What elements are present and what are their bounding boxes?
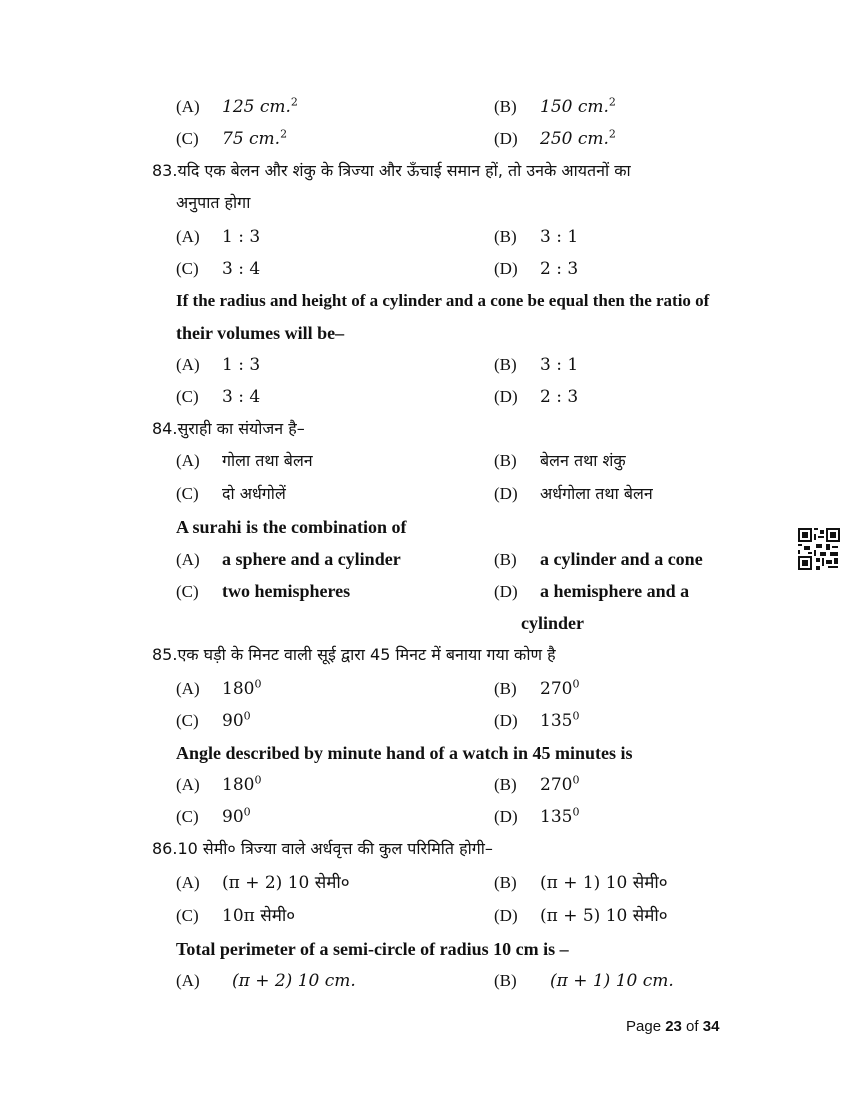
q85-hi-option-c: (C) $90^0$ xyxy=(176,709,251,731)
q82-option-b: (B) 150 cm.$^2$ xyxy=(494,95,616,117)
q83-hi-option-b: (B) 3 : 1 xyxy=(494,227,579,247)
q85-hi-option-a: (A) $180^0$ xyxy=(176,677,262,699)
q85-en-option-a: (A) $180^0$ xyxy=(176,773,262,795)
q83-en-option-b: (B) 3 : 1 xyxy=(494,355,579,375)
q86-en-option-a: (A) (π + 2) 10 cm. xyxy=(176,971,356,991)
q86-hi-option-d: (D) (π + 5) 10 सेमी० xyxy=(494,906,668,926)
q83-english-line-1: If the radius and height of a cylinder and a cone be equal then the ratio of xyxy=(176,291,710,310)
q84-hindi: 84.सुराही का संयोजन है– xyxy=(152,419,305,438)
q84-hi-option-c: (C) दो अर्धगोलें xyxy=(176,484,286,503)
page-prefix: Page xyxy=(626,1018,666,1035)
q85-en-option-d: (D) $135^0$ xyxy=(494,805,580,827)
q85-hindi: 85.एक घड़ी के मिनट वाली सूई द्वारा 45 मिनट में बनाया गया कोण है xyxy=(152,645,556,664)
page-number: 23 xyxy=(665,1018,682,1035)
page-total: 34 xyxy=(702,1018,720,1035)
q86-hi-option-b: (B) (π + 1) 10 सेमी० xyxy=(494,873,668,893)
q86-hi-option-c: (C) 10π सेमी० xyxy=(176,906,296,926)
q86-hi-option-a: (A) (π + 2) 10 सेमी० xyxy=(176,873,350,893)
q83-english-line-2: their volumes will be– xyxy=(176,323,345,343)
q83-hi-option-a: (A) 1 : 3 xyxy=(176,227,261,247)
q83-hindi-line-2: अनुपात होगा xyxy=(176,193,251,212)
q84-en-option-d: (D) a hemisphere and a xyxy=(494,581,690,601)
q85-hi-option-d: (D) $135^0$ xyxy=(494,709,580,731)
q82-option-d: (D) 250 cm.$^2$ xyxy=(494,127,616,149)
q84-hi-option-a: (A) गोला तथा बेलन xyxy=(176,451,313,470)
page-of: of xyxy=(681,1018,703,1035)
q84-hi-option-b: (B) बेलन तथा शंकु xyxy=(494,451,626,470)
q86-en-option-b: (B) (π + 1) 10 cm. xyxy=(494,971,674,991)
q84-english: A surahi is the combination of xyxy=(176,517,407,537)
q86-english: Total perimeter of a semi-circle of radius 10 cm is – xyxy=(176,939,569,959)
q85-english: Angle described by minute hand of a watch in 45 minutes is xyxy=(176,743,633,763)
page-footer xyxy=(626,1018,719,1035)
q83-hi-option-c: (C) 3 : 4 xyxy=(176,259,261,279)
q83-hindi-line-1: 83.यदि एक बेलन और शंकु के त्रिज्या और ऊँचाई समान हों, तो उनके आयतनों का xyxy=(152,161,631,180)
q83-en-option-a: (A) 1 : 3 xyxy=(176,355,261,375)
q84-en-option-c: (C) two hemispheres xyxy=(176,581,351,601)
q83-en-option-c: (C) 3 : 4 xyxy=(176,387,261,407)
q84-en-option-d-cont: cylinder xyxy=(521,613,584,633)
q83-en-option-d: (D) 2 : 3 xyxy=(494,387,579,407)
q82-option-c: (C) 75 cm.$^2$ xyxy=(176,127,288,149)
q86-hindi: 86.10 सेमी० त्रिज्या वाले अर्धवृत्त की कुल परिमिति होगी– xyxy=(152,839,493,858)
q84-hi-option-d: (D) अर्धगोला तथा बेलन xyxy=(494,484,653,503)
q84-en-option-b: (B) a cylinder and a cone xyxy=(494,549,703,569)
q83-hi-option-d: (D) 2 : 3 xyxy=(494,259,579,279)
q85-hi-option-b: (B) $270^0$ xyxy=(494,677,580,699)
qr-code-icon xyxy=(798,528,840,570)
q85-en-option-b: (B) $270^0$ xyxy=(494,773,580,795)
q84-en-option-a: (A) a sphere and a cylinder xyxy=(176,549,401,569)
q82-option-a: (A) 125 cm.$^2$ xyxy=(176,95,298,117)
q85-en-option-c: (C) $90^0$ xyxy=(176,805,251,827)
